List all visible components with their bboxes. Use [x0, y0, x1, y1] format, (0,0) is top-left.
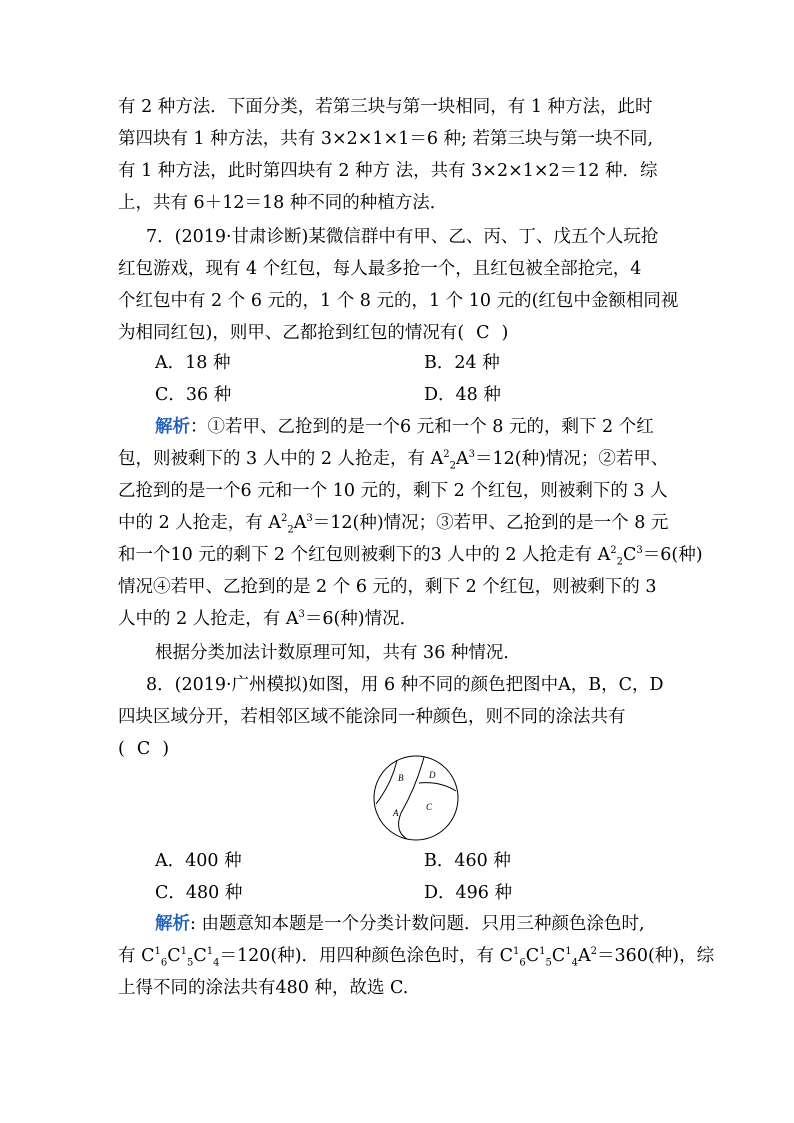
index: 4	[213, 957, 220, 969]
solution-line	[118, 448, 668, 470]
solution-text: C	[525, 946, 540, 966]
solution-text: ＝360(种)，综	[597, 946, 715, 966]
stem-text: 为相同红包)，则甲、乙都抢到红包的情况有(	[118, 323, 465, 343]
solution-line	[155, 913, 645, 935]
index: 2	[443, 449, 450, 461]
stem-text: )	[162, 739, 170, 759]
solution-text: C	[623, 545, 637, 565]
solution-line: 根据分类加法计数原理可知，共有 36 种情况．	[155, 643, 521, 663]
circle-region-figure	[370, 755, 462, 841]
solution-text: ＝6(种)	[642, 545, 703, 565]
boundary-arc	[401, 757, 424, 813]
region-label-b: B	[398, 773, 404, 783]
solution-line: 乙抢到的是一个6 元和一个 10 元的，剩下 2 个红包，则被剩下的 3 人	[118, 481, 668, 501]
problem-8-stem: 8．(2019·广州模拟)如图，用 6 种不同的颜色把图中A，B，C，D	[146, 675, 664, 695]
index: 3	[306, 513, 313, 525]
index: 5	[186, 957, 194, 969]
stem-text: (	[118, 739, 125, 759]
text-line: 个红包中有 2 个 6 元的，1 个 8 元的，1 个 10 元的(红包中金额相同视	[118, 291, 679, 311]
index: 1	[539, 946, 546, 958]
index: 2	[616, 556, 623, 568]
boundary-arc	[399, 813, 407, 839]
option-d: D．48 种	[424, 385, 501, 405]
text-line: 红包游戏，现有 4 个红包，每人最多抢一个，且红包被全部抢完，4	[118, 259, 642, 279]
solution-line: 情况④若甲、乙抢到的是 2 个 6 元的，剩下 2 个红包，则被剩下的 3	[118, 577, 657, 597]
text-line: 上，共有 6＋12＝18 种不同的种植方法．	[118, 193, 448, 213]
index: 5	[545, 957, 552, 969]
stem-text: )	[501, 323, 509, 343]
index: 3	[636, 545, 643, 557]
index: 2	[280, 513, 288, 525]
boundary-arc	[419, 783, 456, 791]
solution-text: A	[578, 946, 591, 966]
index: 3	[468, 449, 475, 461]
option-d: D．496 种	[424, 883, 512, 903]
solution-text: A	[293, 513, 307, 533]
index: 1	[513, 946, 520, 958]
text-line: 第四块有 1 种方法，共有 3×2×1×1＝6 种; 若第三块与第一块不同,	[118, 129, 654, 149]
region-label-a: A	[393, 808, 399, 818]
solution-text: C	[193, 946, 207, 966]
solution-text: 人中的 2 人抢走，有 A	[118, 609, 299, 629]
index: 2	[610, 545, 617, 557]
answer: C	[136, 739, 151, 759]
answer: C	[476, 323, 490, 343]
solution-line	[118, 544, 703, 566]
text-line: 四块区域分开，若相邻区域不能涂同一种颜色，则不同的涂法共有	[118, 707, 626, 727]
index: 1	[180, 946, 187, 958]
index: 2	[287, 524, 294, 536]
option-c: C．480 种	[155, 883, 243, 903]
option-a: A．18 种	[155, 353, 231, 373]
solution-text: 有 C	[118, 946, 155, 966]
text-line: 有 2 种方法．下面分类，若第三块与第一块相同，有 1 种方法，此时	[118, 97, 653, 117]
index: 1	[154, 946, 161, 958]
solution-text: ＝120(种)．用四种颜色涂色时，有 C	[219, 946, 513, 966]
solution-label: 解析	[155, 914, 190, 934]
solution-line	[155, 416, 654, 438]
option-a: A．400 种	[155, 851, 242, 871]
region-label-c: C	[426, 802, 433, 812]
solution-text: ＝6(种)情况．	[304, 609, 418, 629]
index: 1	[206, 946, 214, 958]
solution-text: A	[455, 449, 469, 469]
text-line: 有 1 种方法，此时第四块有 2 种方 法，共有 3×2×1×2＝12 种．综	[118, 161, 658, 181]
index: 2	[590, 946, 598, 958]
solution-text: ＝12(种)情况；②若甲、	[474, 449, 669, 469]
index: 4	[571, 957, 579, 969]
solution-text: C	[167, 946, 181, 966]
outer-circle	[374, 756, 458, 840]
solution-text: : 由题意知本题是一个分类计数问题．只用三种颜色涂色时,	[190, 914, 645, 934]
index: 3	[298, 609, 305, 621]
solution-text: 包，则被剩下的 3 人中的 2 人抢走，有 A	[118, 449, 444, 469]
solution-text: C	[551, 946, 566, 966]
index: 2	[449, 460, 456, 472]
solution-text: ＝12(种)情况；③若甲、乙抢到的是一个 8 元	[312, 513, 669, 533]
text-line	[118, 738, 169, 760]
index: 1	[565, 946, 572, 958]
option-b: B．24 种	[424, 353, 500, 373]
solution-label: 解析	[155, 417, 190, 437]
index: 6	[160, 957, 168, 969]
solution-line	[118, 512, 668, 534]
option-c: C．36 种	[155, 385, 232, 405]
solution-line	[118, 945, 714, 967]
problem-7-stem: 7．(2019·甘肃诊断)某微信群中有甲、乙、丙、丁、戊五个人玩抢	[146, 227, 659, 247]
solution-line: 上得不同的涂法共有480 种，故选 C.	[118, 978, 409, 998]
boundary-arc	[376, 760, 397, 804]
solution-text: 中的 2 人抢走，有 A	[118, 513, 281, 533]
index: 6	[519, 957, 526, 969]
solution-text: 和一个10 元的剩下 2 个红包则被剩下的3 人中的 2 人抢走有 A	[118, 545, 611, 565]
solution-text: ：①若甲、乙抢到的是一个6 元和一个 8 元的，剩下 2 个红	[190, 417, 654, 437]
option-b: B．460 种	[424, 851, 511, 871]
region-label-d: D	[429, 770, 436, 780]
solution-line	[118, 608, 417, 630]
text-line	[118, 322, 508, 344]
